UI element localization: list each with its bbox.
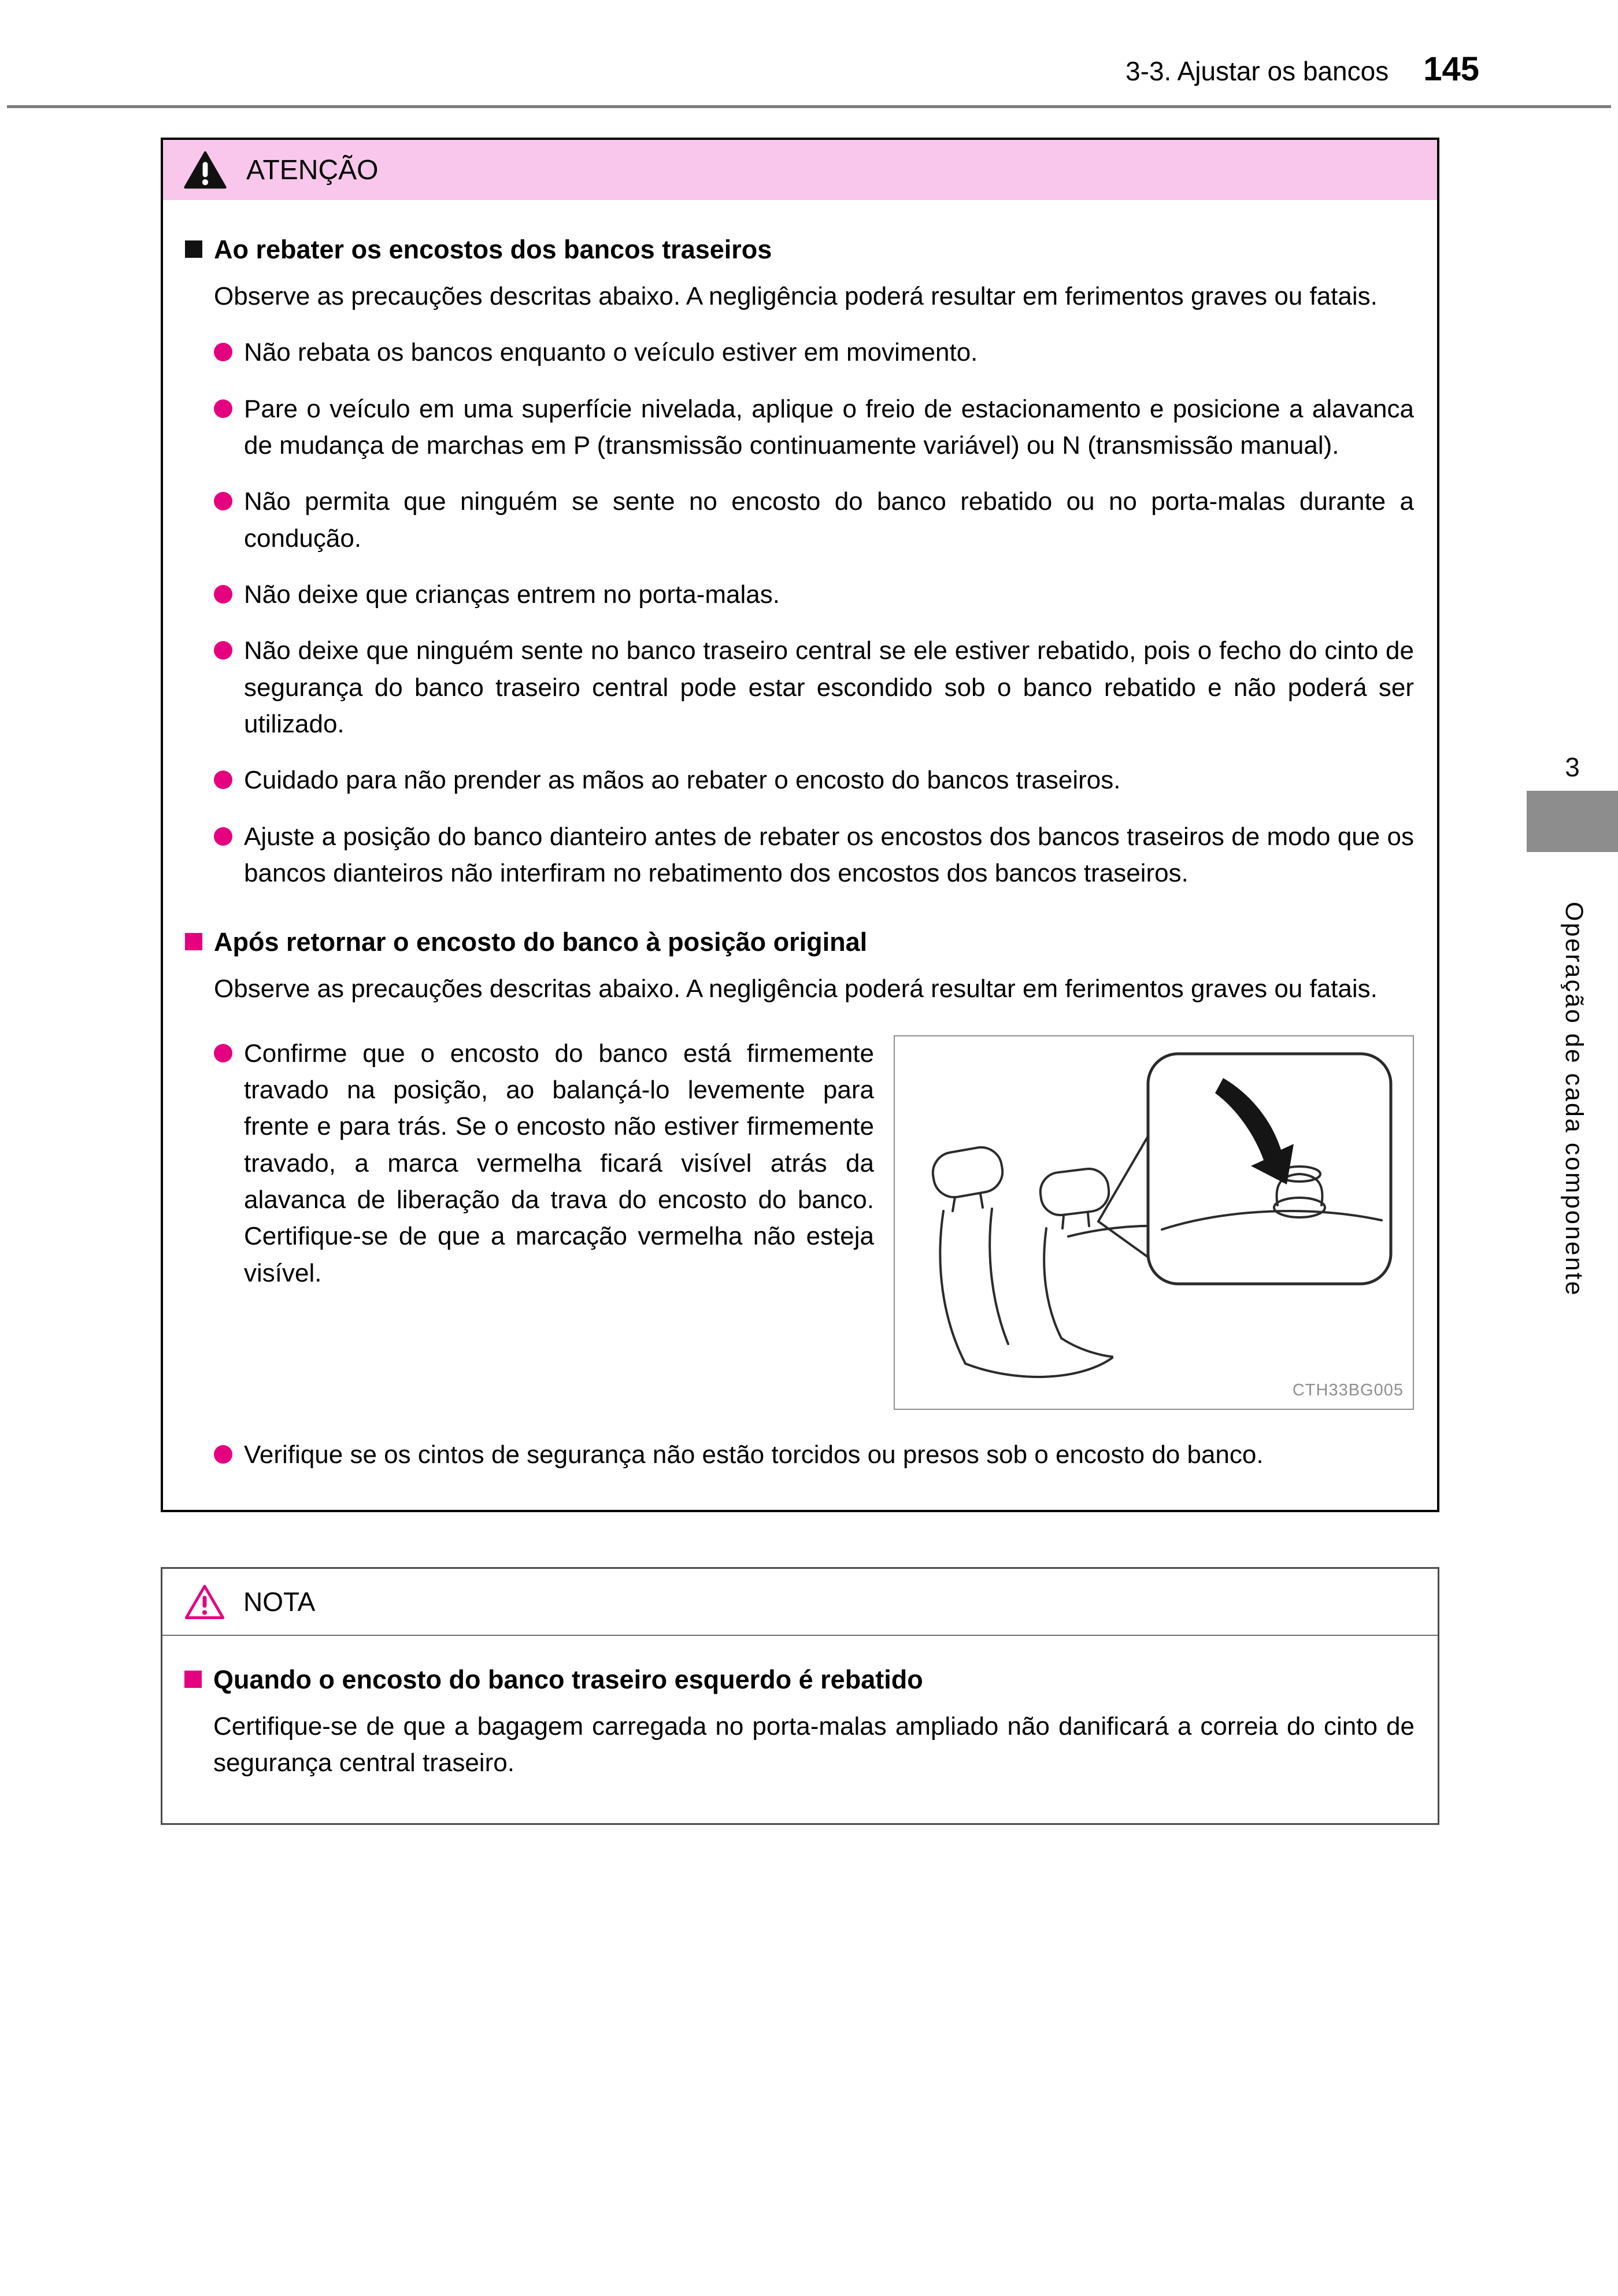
circle-bullet-icon [214, 343, 232, 361]
page-number: 145 [1423, 50, 1479, 88]
section2-heading-row [185, 924, 1414, 961]
warning-item-text: Confirme que o encosto do banco está firmemente travado na posição, ao balançá-lo levemente para frente e para trás. Se o encosto não estiver firmemente travado, a marca vermelha ficará visível atrás da alavanca de liberação da trava do encosto do banco. Certifique-se de que a marcação vermelha não esteja visível. [244, 1039, 874, 1287]
square-bullet-icon [184, 1671, 202, 1688]
warning-list-item [214, 632, 1414, 742]
circle-bullet-icon [214, 771, 232, 789]
warning-list-item [214, 1436, 1414, 1473]
warning-item-text: Não deixe que ninguém sente no banco traseiro central se ele estiver rebatido, pois o fecho do cinto de segurança do banco traseiro central pode estar escondido sob o banco rebatido e não poderá ser utilizado. [244, 636, 1414, 739]
note-title: NOTA [243, 1586, 316, 1617]
note-heading-row [184, 1661, 1415, 1699]
warning-list-item [214, 391, 1414, 464]
circle-bullet-icon [214, 585, 232, 603]
header-divider [7, 105, 1611, 108]
warning-triangle-icon [184, 151, 227, 189]
section2-intro: Observe as precauções descritas abaixo. A negligência poderá resultar em ferimentos graves ou fatais. [214, 975, 1378, 1003]
attention-title: ATENÇÃO [246, 154, 379, 186]
square-bullet-icon [185, 933, 202, 950]
seat-illustration [894, 1035, 1414, 1410]
circle-bullet-icon [214, 827, 232, 846]
circle-bullet-icon [214, 399, 232, 418]
warning-item-text: Não permita que ninguém se sente no encosto do banco rebatido ou no porta-malas durante a condução. [244, 487, 1414, 553]
warning-item-text: Pare o veículo em uma superfície nivelada, aplique o freio de estacionamento e posicione a alavanca de mudança de marchas em P (transmissão continuamente variável) ou N (transmissão manual). [244, 394, 1414, 460]
note-paragraph: Certifique-se de que a bagagem carregada no porta-malas ampliado não danificará a correia do cinto de segurança central traseiro. [213, 1712, 1415, 1777]
confirm-bullet-with-figure [185, 1035, 1414, 1410]
note-triangle-icon [184, 1584, 225, 1620]
chapter-number: 3 [1565, 752, 1580, 782]
note-heading: Quando o encosto do banco traseiro esquerdo é rebatido [213, 1664, 923, 1694]
section1-heading: Ao rebater os encostos dos bancos traseiros [214, 235, 772, 264]
section1-intro: Observe as precauções descritas abaixo. A negligência poderá resultar em ferimentos graves ou fatais. [214, 282, 1378, 310]
square-bullet-icon [185, 240, 202, 258]
attention-body [163, 200, 1437, 1510]
circle-bullet-icon [214, 641, 232, 660]
warning-list-item [214, 483, 1414, 557]
warning-list-item [214, 762, 1414, 798]
warning-item-text: Ajuste a posição do banco dianteiro antes de rebater os encostos dos bancos traseiros de modo que os bancos dianteiros não interfiram no rebatimento dos encostos dos bancos traseiros. [244, 822, 1414, 888]
warning-item-text: Verifique se os cintos de segurança não estão torcidos ou presos sob o encosto do banco. [244, 1440, 1264, 1469]
circle-bullet-icon [214, 492, 232, 510]
warning-item-text: Cuidado para não prender as mãos ao rebater o encosto do bancos traseiros. [244, 766, 1121, 795]
section1-heading-row [185, 231, 1414, 269]
chapter-tab-block [1527, 791, 1618, 852]
section2-heading: Após retornar o encosto do banco à posição original [214, 927, 868, 957]
warning-list-item [214, 819, 1414, 892]
circle-bullet-icon [214, 1044, 232, 1062]
chapter-side-label: Operação de cada componente [1560, 902, 1588, 1297]
note-box [161, 1567, 1439, 1825]
warning-list-item [214, 576, 1414, 613]
main-content [161, 138, 1439, 1825]
warning-list-item [214, 1035, 874, 1292]
seat-lock-release-drawing [895, 1036, 1413, 1409]
note-header-bar [162, 1569, 1438, 1636]
warning-item-text: Não deixe que crianças entrem no porta-malas. [244, 580, 780, 609]
circle-bullet-icon [214, 1445, 232, 1464]
attention-header-bar [163, 140, 1437, 200]
figure-code: CTH33BG005 [1292, 1380, 1404, 1399]
section-title: 3-3. Ajustar os bancos [1125, 56, 1389, 86]
warning-item-text: Não rebata os bancos enquanto o veículo estiver em movimento. [244, 338, 978, 367]
warning-list-item [214, 334, 1414, 371]
page-header [0, 50, 1479, 88]
chapter-tab [1527, 751, 1618, 852]
attention-box [161, 138, 1439, 1512]
note-body [162, 1636, 1438, 1823]
